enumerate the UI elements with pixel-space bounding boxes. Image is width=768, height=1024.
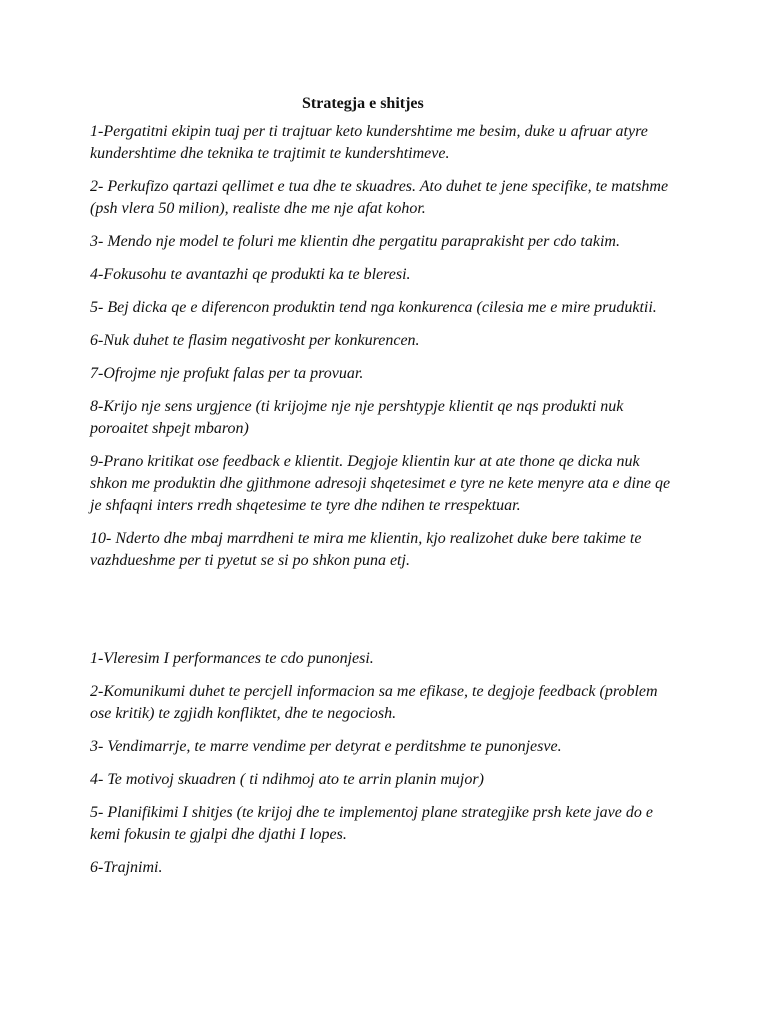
duty-item-5: 5- Planifikimi I shitjes (te krijoj dhe te implementoj plane strategjike prsh kete jave do e kemi fokusin te gjalpi dhe djathi I lopes. bbox=[90, 804, 653, 843]
duty-item-6: 6-Trajnimi. bbox=[90, 859, 163, 876]
document-page bbox=[90, 93, 680, 890]
manager-duties-list bbox=[90, 648, 680, 879]
duty-item-4: 4- Te motivoj skuadren ( ti ndihmoj ato te arrin planin mujor) bbox=[90, 771, 484, 788]
strategy-item-9: 9-Prano kritikat ose feedback e klientit. Degjoje klientin kur at ate thone qe dicka nuk shkon me produktin dhe gjithmone adresoji shqetesimet e tyre ne kete menyre ata e dine qe je shfaqni inters rredh shqetesime te tyre dhe ndihen te rrespektuar. bbox=[90, 453, 671, 514]
strategy-item-2: 2- Perkufizo qartazi qellimet e tua dhe te skuadres. Ato duhet te jene specifike, te matshme (psh vlera 50 milion), realiste dhe me nje afat kohor. bbox=[90, 178, 669, 217]
duty-item-3: 3- Vendimarrje, te marre vendime per detyrat e perditshme te punonjesve. bbox=[90, 738, 562, 755]
duty-item-1: 1-Vleresim I performances te cdo punonjesi. bbox=[90, 650, 374, 667]
strategy-item-3: 3- Mendo nje model te foluri me klientin dhe pergatitu paraprakisht per cdo takim. bbox=[90, 233, 620, 250]
strategy-item-8: 8-Krijo nje sens urgjence (ti krijojme nje nje pershtypje klientit qe nqs produkti nuk poroaitet shpejt mbaron) bbox=[90, 398, 624, 437]
duty-item-2: 2-Komunikumi duhet te percjell informacion sa me efikase, te degjoje feedback (problem ose kritik) te zgjidh konfliktet, dhe te negociosh. bbox=[90, 683, 658, 722]
strategy-item-4: 4-Fokusohu te avantazhi qe produkti ka te bleresi. bbox=[90, 266, 411, 283]
strategy-item-10: 10- Nderto dhe mbaj marrdheni te mira me klientin, kjo realizohet duke bere takime te vazhdueshme per ti pyetut se si po shkon puna etj. bbox=[90, 530, 642, 569]
strategy-item-1: 1-Pergatitni ekipin tuaj per ti trajtuar keto kundershtime me besim, duke u afruar atyre kundershtime dhe teknika te trajtimit te kundershtimeve. bbox=[90, 123, 648, 162]
strategy-item-5: 5- Bej dicka qe e diferencon produktin tend nga konkurenca (cilesia me e mire pruduktii. bbox=[90, 299, 657, 316]
strategy-item-7: 7-Ofrojme nje profukt falas per ta provuar. bbox=[90, 365, 364, 382]
strategy-list bbox=[90, 121, 680, 572]
strategy-item-6: 6-Nuk duhet te flasim negativosht per konkurencen. bbox=[90, 332, 420, 349]
section-gap bbox=[90, 583, 680, 648]
document-title: Strategja e shitjes bbox=[302, 95, 424, 112]
